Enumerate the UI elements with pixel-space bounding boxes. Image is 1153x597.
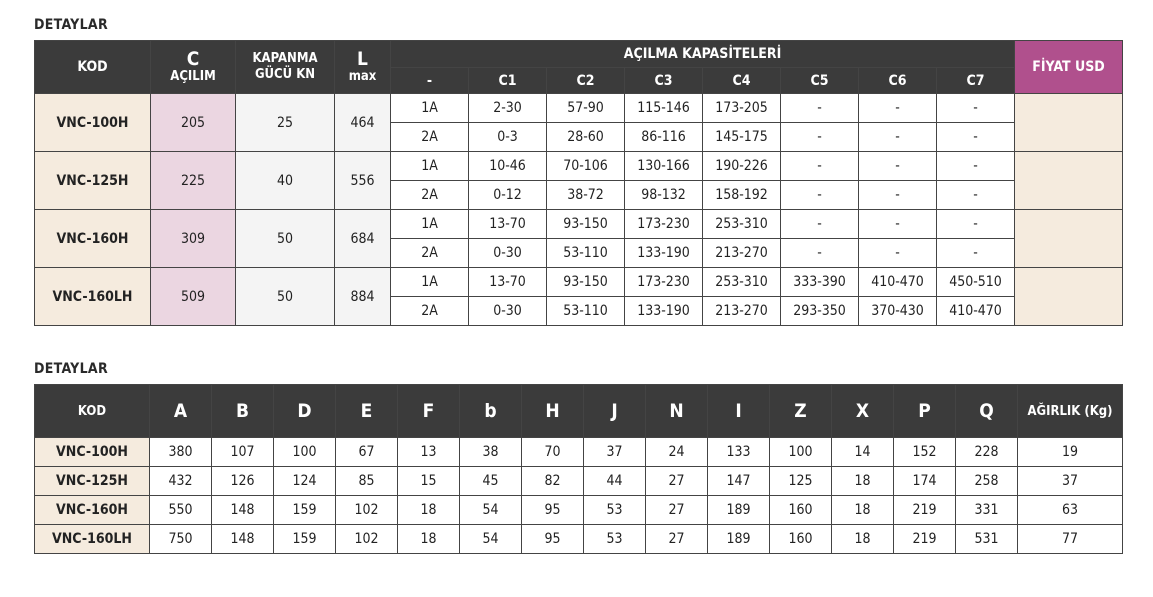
- product-kn: 25: [236, 94, 335, 152]
- dim-cell: 432: [150, 467, 212, 496]
- cap-cell: 173-230: [625, 268, 703, 297]
- dim-cell: 126: [212, 467, 274, 496]
- cap-cell: 133-190: [625, 239, 703, 268]
- cap-cell: -: [937, 123, 1015, 152]
- dim-cell: 380: [150, 438, 212, 467]
- dim-cell: 148: [212, 525, 274, 554]
- cap-cell: 0-12: [469, 181, 547, 210]
- cap-cell: 86-116: [625, 123, 703, 152]
- header-l: [335, 41, 391, 94]
- dim-cell: 63: [1018, 496, 1123, 525]
- header-price: FİYAT USD: [1015, 41, 1123, 94]
- cap-cell: -: [937, 181, 1015, 210]
- dim-cell: 54: [460, 525, 522, 554]
- cap-cell: 13-70: [469, 210, 547, 239]
- cap-cell: 145-175: [703, 123, 781, 152]
- product-code: VNC-100H: [35, 94, 151, 152]
- dim-cell: 54: [460, 496, 522, 525]
- product-code: VNC-125H: [35, 152, 151, 210]
- header-kod: KOD: [35, 41, 151, 94]
- table-row: [35, 210, 1123, 239]
- dim-cell: 147: [708, 467, 770, 496]
- cap-cell: 1A: [391, 94, 469, 123]
- dim-cell: 53: [584, 525, 646, 554]
- dim-cell: 550: [150, 496, 212, 525]
- product-l: 684: [335, 210, 391, 268]
- price-cell: [1015, 268, 1123, 326]
- cap-cell: 253-310: [703, 268, 781, 297]
- header-kapanma: [236, 41, 335, 94]
- capacity-table: [34, 40, 1123, 326]
- cap-cell: -: [781, 94, 859, 123]
- dim-header-cell: J: [584, 385, 646, 438]
- cap-cell: -: [859, 123, 937, 152]
- product-kn: 50: [236, 210, 335, 268]
- dim-cell: 82: [522, 467, 584, 496]
- dim-header-cell: B: [212, 385, 274, 438]
- product-kn: 40: [236, 152, 335, 210]
- dim-cell: 14: [832, 438, 894, 467]
- price-cell: [1015, 152, 1123, 210]
- cap-cell: 410-470: [937, 297, 1015, 326]
- cap-cell: 253-310: [703, 210, 781, 239]
- dim-cell: 44: [584, 467, 646, 496]
- table-row: [35, 496, 1123, 525]
- dim-cell: 189: [708, 496, 770, 525]
- dim-header-cell: AĞIRLIK (Kg): [1018, 385, 1123, 438]
- cap-cell: 2A: [391, 181, 469, 210]
- product-code: VNC-160LH: [35, 268, 151, 326]
- dim-cell: 27: [646, 525, 708, 554]
- cap-cell: -: [859, 152, 937, 181]
- cap-cell: 213-270: [703, 239, 781, 268]
- price-cell: [1015, 94, 1123, 152]
- table-row: [35, 438, 1123, 467]
- cap-cell: 450-510: [937, 268, 1015, 297]
- table-row: [35, 152, 1123, 181]
- cap-cell: 1A: [391, 210, 469, 239]
- dim-cell: 152: [894, 438, 956, 467]
- product-code: VNC-160H: [35, 210, 151, 268]
- product-code: VNC-125H: [35, 467, 150, 496]
- product-l: 884: [335, 268, 391, 326]
- cap-cell: -: [781, 181, 859, 210]
- cap-cell: -: [937, 210, 1015, 239]
- dim-cell: 102: [336, 525, 398, 554]
- cap-cell: 213-270: [703, 297, 781, 326]
- cap-cell: -: [937, 94, 1015, 123]
- dim-cell: 18: [832, 496, 894, 525]
- dim-cell: 70: [522, 438, 584, 467]
- table-row: [35, 94, 1123, 123]
- dim-header-cell: KOD: [35, 385, 150, 438]
- cap-cell: -: [859, 239, 937, 268]
- subheader-cell: C4: [703, 68, 781, 94]
- product-code: VNC-160H: [35, 496, 150, 525]
- dim-header-cell: A: [150, 385, 212, 438]
- header-c-sub: AÇILIM: [170, 69, 216, 84]
- cap-cell: 10-46: [469, 152, 547, 181]
- cap-cell: -: [859, 94, 937, 123]
- dim-header-cell: X: [832, 385, 894, 438]
- cap-cell: 333-390: [781, 268, 859, 297]
- cap-cell: 28-60: [547, 123, 625, 152]
- subheader-cell: -: [391, 68, 469, 94]
- cap-cell: 2A: [391, 297, 469, 326]
- header-kapanma-2: GÜCÜ KN: [254, 67, 316, 82]
- header-c-main: C: [186, 48, 200, 70]
- cap-cell: 2-30: [469, 94, 547, 123]
- dim-cell: 160: [770, 525, 832, 554]
- dim-cell: 174: [894, 467, 956, 496]
- dim-header-cell: Q: [956, 385, 1018, 438]
- dim-cell: 18: [398, 525, 460, 554]
- table-row: [35, 467, 1123, 496]
- dim-cell: 189: [708, 525, 770, 554]
- dim-cell: 53: [584, 496, 646, 525]
- product-l: 464: [335, 94, 391, 152]
- subheader-cell: C6: [859, 68, 937, 94]
- dim-cell: 531: [956, 525, 1018, 554]
- dim-header-cell: D: [274, 385, 336, 438]
- cap-cell: 38-72: [547, 181, 625, 210]
- dim-cell: 95: [522, 525, 584, 554]
- dim-cell: 77: [1018, 525, 1123, 554]
- dim-cell: 15: [398, 467, 460, 496]
- dimensions-table: [34, 384, 1123, 554]
- cap-cell: -: [859, 210, 937, 239]
- cap-cell: 410-470: [859, 268, 937, 297]
- product-code: VNC-100H: [35, 438, 150, 467]
- dim-header-cell: N: [646, 385, 708, 438]
- cap-cell: 13-70: [469, 268, 547, 297]
- product-c: 509: [151, 268, 236, 326]
- product-c: 309: [151, 210, 236, 268]
- dim-cell: 37: [584, 438, 646, 467]
- dim-header-cell: F: [398, 385, 460, 438]
- dim-cell: 219: [894, 525, 956, 554]
- dim-cell: 133: [708, 438, 770, 467]
- cap-cell: 0-30: [469, 239, 547, 268]
- dim-cell: 18: [398, 496, 460, 525]
- cap-cell: 133-190: [625, 297, 703, 326]
- dim-cell: 107: [212, 438, 274, 467]
- dim-cell: 331: [956, 496, 1018, 525]
- dim-header-cell: I: [708, 385, 770, 438]
- cap-cell: 115-146: [625, 94, 703, 123]
- product-c: 205: [151, 94, 236, 152]
- cap-cell: 2A: [391, 239, 469, 268]
- cap-cell: 190-226: [703, 152, 781, 181]
- cap-cell: 370-430: [859, 297, 937, 326]
- dim-cell: 159: [274, 496, 336, 525]
- header-kapanma-1: KAPANMA: [252, 51, 318, 66]
- dim-cell: 85: [336, 467, 398, 496]
- dim-cell: 160: [770, 496, 832, 525]
- header-c: [151, 41, 236, 94]
- dim-cell: 18: [832, 467, 894, 496]
- header-acilma: AÇILMA KAPASİTELERİ: [391, 41, 1015, 68]
- dim-header-cell: b: [460, 385, 522, 438]
- dim-cell: 38: [460, 438, 522, 467]
- product-l: 556: [335, 152, 391, 210]
- cap-cell: 0-3: [469, 123, 547, 152]
- cap-cell: 1A: [391, 152, 469, 181]
- dim-header-cell: Z: [770, 385, 832, 438]
- dim-cell: 24: [646, 438, 708, 467]
- cap-cell: -: [781, 152, 859, 181]
- dim-cell: 67: [336, 438, 398, 467]
- dim-header-cell: P: [894, 385, 956, 438]
- cap-cell: 2A: [391, 123, 469, 152]
- dim-cell: 37: [1018, 467, 1123, 496]
- subheader-cell: C2: [547, 68, 625, 94]
- product-kn: 50: [236, 268, 335, 326]
- dim-cell: 45: [460, 467, 522, 496]
- subheader-cell: C1: [469, 68, 547, 94]
- cap-cell: 173-230: [625, 210, 703, 239]
- dim-cell: 228: [956, 438, 1018, 467]
- cap-cell: -: [937, 239, 1015, 268]
- dim-cell: 100: [770, 438, 832, 467]
- table-row: [35, 525, 1123, 554]
- cap-cell: -: [781, 239, 859, 268]
- cap-cell: -: [781, 123, 859, 152]
- dim-header-cell: H: [522, 385, 584, 438]
- dim-cell: 124: [274, 467, 336, 496]
- cap-cell: 53-110: [547, 239, 625, 268]
- price-cell: [1015, 210, 1123, 268]
- dim-cell: 148: [212, 496, 274, 525]
- cap-cell: 130-166: [625, 152, 703, 181]
- cap-cell: 98-132: [625, 181, 703, 210]
- dim-cell: 27: [646, 467, 708, 496]
- cap-cell: 0-30: [469, 297, 547, 326]
- header-l-main: L: [357, 48, 368, 70]
- cap-cell: 1A: [391, 268, 469, 297]
- cap-cell: -: [781, 210, 859, 239]
- section-title-1: DETAYLAR: [34, 17, 108, 33]
- product-code: VNC-160LH: [35, 525, 150, 554]
- dim-header-cell: E: [336, 385, 398, 438]
- dim-cell: 102: [336, 496, 398, 525]
- dim-cell: 125: [770, 467, 832, 496]
- dim-cell: 27: [646, 496, 708, 525]
- dim-cell: 95: [522, 496, 584, 525]
- dim-cell: 13: [398, 438, 460, 467]
- cap-cell: 53-110: [547, 297, 625, 326]
- cap-cell: 57-90: [547, 94, 625, 123]
- product-c: 225: [151, 152, 236, 210]
- cap-cell: 158-192: [703, 181, 781, 210]
- cap-cell: -: [859, 181, 937, 210]
- dim-cell: 18: [832, 525, 894, 554]
- cap-cell: -: [937, 152, 1015, 181]
- subheader-cell: C3: [625, 68, 703, 94]
- cap-cell: 70-106: [547, 152, 625, 181]
- cap-cell: 93-150: [547, 210, 625, 239]
- table-row: [35, 268, 1123, 297]
- header-l-sub: max: [348, 69, 377, 84]
- cap-cell: 293-350: [781, 297, 859, 326]
- dim-cell: 258: [956, 467, 1018, 496]
- dim-cell: 219: [894, 496, 956, 525]
- dim-cell: 750: [150, 525, 212, 554]
- cap-cell: 93-150: [547, 268, 625, 297]
- section-title-2: DETAYLAR: [34, 361, 108, 377]
- dim-cell: 100: [274, 438, 336, 467]
- dim-cell: 19: [1018, 438, 1123, 467]
- subheader-cell: C7: [937, 68, 1015, 94]
- subheader-cell: C5: [781, 68, 859, 94]
- cap-cell: 173-205: [703, 94, 781, 123]
- dim-cell: 159: [274, 525, 336, 554]
